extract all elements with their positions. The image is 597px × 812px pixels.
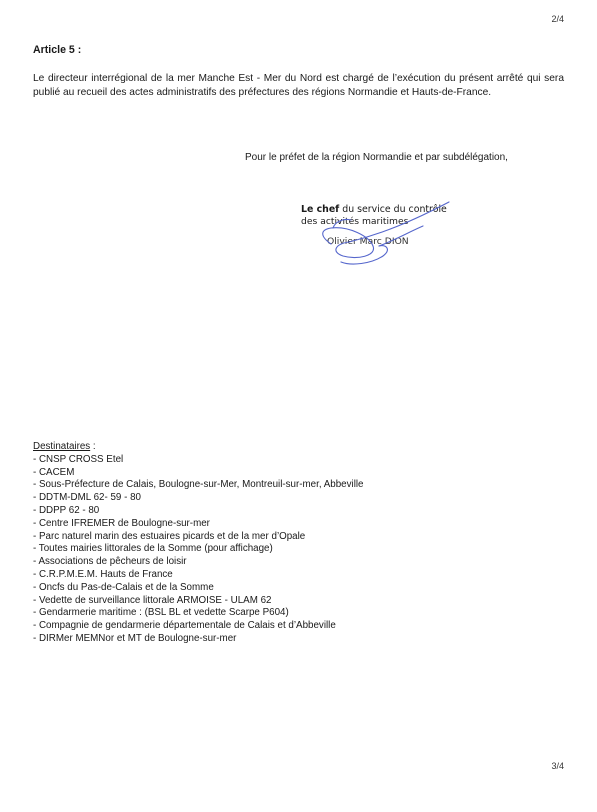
signatory-title-rest: du service du contrôle (339, 204, 447, 215)
signatory-name: Olivier Marc DION (327, 236, 409, 247)
list-item: - DDPP 62 - 80 (33, 504, 100, 516)
article-body: Le directeur interrégional de la mer Manche Est - Mer du Nord est chargé de l’exécution du présent arrêté qui sera publié au recueil des actes administratifs des préfectures des régions Normandie et Hauts-de-France. (33, 73, 564, 98)
signatory-title-bold: Le chef (301, 204, 340, 215)
list-item: - CACEM (33, 466, 75, 478)
list-item: - Toutes mairies littorales de la Somme (pour affichage) (33, 543, 273, 555)
recipients-section (33, 441, 553, 646)
recipients-heading (33, 441, 553, 454)
list-item: - DIRMer MEMNor et MT de Boulogne-sur-mer (33, 632, 237, 644)
page-number-bottom: 3/4 (551, 761, 564, 771)
article-heading: Article 5 : (33, 44, 82, 56)
list-item: - Compagnie de gendarmerie départementale de Calais et d’Abbeville (33, 620, 336, 632)
signatory-title-line2: des activités maritimes (301, 216, 409, 227)
recipients-list (33, 454, 553, 646)
recipients-title: Destinataires (33, 441, 91, 452)
list-item: - CNSP CROSS Etel (33, 453, 124, 465)
page-number-top: 2/4 (551, 14, 564, 24)
list-item: - Sous-Préfecture de Calais, Boulogne-sur-Mer, Montreuil-sur-mer, Abbeville (33, 479, 364, 491)
list-item: - Centre IFREMER de Boulogne-sur-mer (33, 517, 210, 529)
list-item: - C.R.P.M.E.M. Hauts de France (33, 568, 173, 580)
signature-block (296, 204, 466, 268)
list-item: - Gendarmerie maritime : (BSL BL et vedette Scarpe P604) (33, 607, 289, 619)
handwritten-signature (291, 182, 471, 272)
list-item: - DDTM-DML 62- 59 - 80 (33, 492, 141, 504)
list-item: - Oncfs du Pas-de-Calais et de la Somme (33, 581, 214, 593)
list-item: - Parc naturel marin des estuaires picards et de la mer d’Opale (33, 530, 306, 542)
list-item: - Vedette de surveillance littorale ARMOISE - ULAM 62 (33, 594, 272, 606)
delegation-line: Pour le préfet de la région Normandie et par subdélégation, (245, 152, 508, 163)
list-item: - Associations de pêcheurs de loisir (33, 556, 187, 568)
recipients-title-suffix: : (90, 441, 96, 452)
